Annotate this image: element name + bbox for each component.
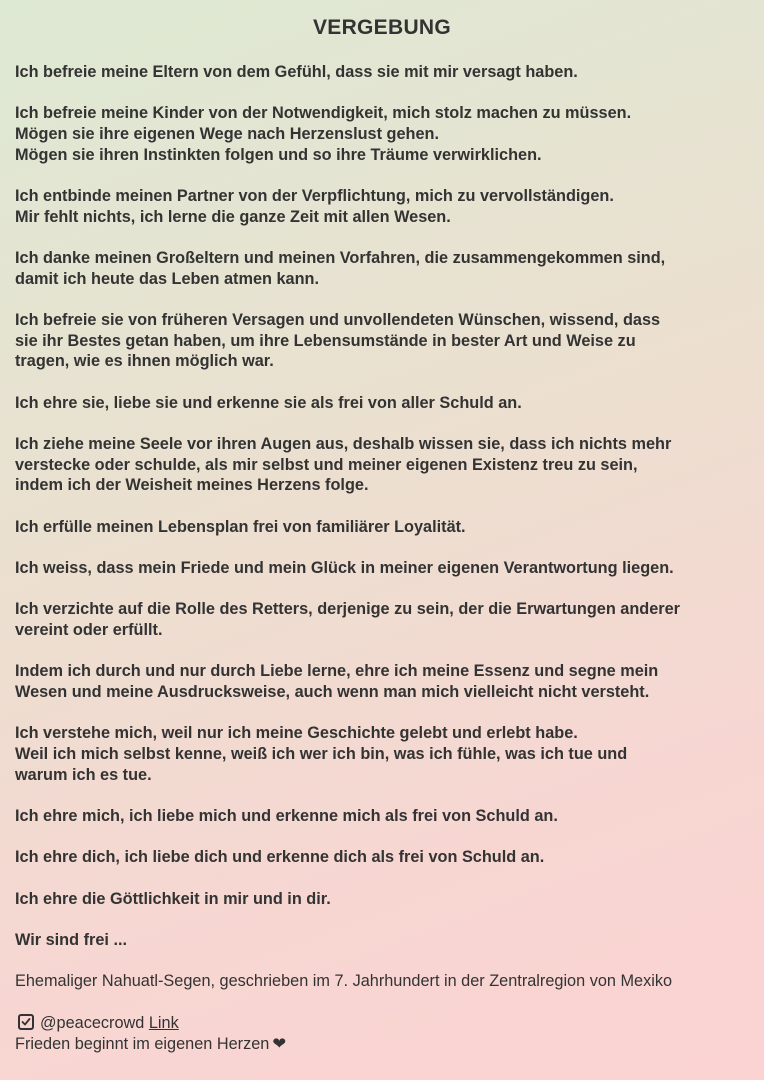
paragraph <box>15 248 755 289</box>
paragraph-line: warum ich es tue. <box>15 765 152 784</box>
paragraph <box>15 517 755 538</box>
source-attribution: Ehemaliger Nahuatl-Segen, geschrieben im 7. Jahrhundert in der Zentralregion von Mexiko <box>15 972 673 990</box>
paragraph <box>15 847 755 868</box>
paragraph <box>15 186 755 227</box>
paragraph-line: Ich ehre dich, ich liebe dich und erkenne dich als frei von Schuld an. <box>15 848 545 867</box>
footer <box>15 1013 286 1055</box>
paragraph-line: Ich ehre die Göttlichkeit in mir und in dir. <box>15 889 331 908</box>
footer-handle: @peacecrowd <box>40 1014 145 1032</box>
paragraph-line: tragen, wie es ihnen möglich war. <box>15 352 274 371</box>
footer-tagline: Frieden beginnt im eigenen Herzen <box>15 1035 270 1053</box>
paragraph <box>15 62 755 83</box>
footer-link[interactable]: Link <box>148 1014 179 1032</box>
footer-tagline-row <box>15 1034 286 1055</box>
paragraph <box>15 661 755 702</box>
paragraph <box>15 103 755 165</box>
paragraph <box>15 558 755 579</box>
paragraph-line: Ich befreie meine Kinder von der Notwendigkeit, mich stolz machen zu müssen. <box>15 104 632 123</box>
paragraph-line: Ich ziehe meine Seele vor ihren Augen aus, deshalb wissen sie, dass ich nichts mehr <box>15 435 672 453</box>
paragraph-line: Ich erfülle meinen Lebensplan frei von familiärer Loyalität. <box>15 517 466 536</box>
paragraph-line: sie ihr Bestes getan haben, um ihre Lebensumstände in bester Art und Weise zu <box>15 331 636 350</box>
paragraph <box>15 930 755 951</box>
paragraph-line: Ich weiss, dass mein Friede und mein Glück in meiner eigenen Verantwortung liegen. <box>15 559 674 577</box>
paragraph-line: Ich befreie meine Eltern von dem Gefühl, dass sie mit mir versagt haben. <box>15 63 578 81</box>
paragraph-line: Mögen sie ihre eigenen Wege nach Herzenslust gehen. <box>15 125 440 143</box>
heart-icon: ❤ <box>272 1035 286 1053</box>
paragraph-line: Ich verzichte auf die Rolle des Retters, derjenige zu sein, der die Erwartungen anderer <box>15 600 681 619</box>
paragraph <box>15 310 755 372</box>
paragraph-line: Weil ich mich selbst kenne, weiß ich wer ich bin, was ich fühle, was ich tue und <box>15 745 628 763</box>
paragraph <box>15 723 755 785</box>
page-title: VERGEBUNG <box>312 16 452 39</box>
checkbox-icon <box>18 1014 34 1030</box>
paragraph-line: Ich verstehe mich, weil nur ich meine Geschichte gelebt und erlebt habe. <box>15 724 578 743</box>
paragraph <box>15 434 755 496</box>
paragraph-line: Wir sind frei ... <box>15 930 128 949</box>
paragraph-line: Mögen sie ihren Instinkten folgen und so ihre Träume verwirklichen. <box>15 145 542 164</box>
paragraph <box>15 806 755 827</box>
paragraph-line: damit ich heute das Leben atmen kann. <box>15 269 319 288</box>
paragraph-line: Mir fehlt nichts, ich lerne die ganze Zeit mit allen Wesen. <box>15 207 451 226</box>
footer-handle-row <box>15 1013 286 1034</box>
paragraph-line: Ich ehre mich, ich liebe mich und erkenne mich als frei von Schuld an. <box>15 807 558 825</box>
paragraph-line: indem ich der Weisheit meines Herzens folge. <box>15 476 369 495</box>
paragraph <box>15 889 755 910</box>
paragraph-line: verstecke oder schulde, als mir selbst und meiner eigenen Existenz treu zu sein, <box>15 455 638 474</box>
paragraph-line: Indem ich durch und nur durch Liebe lerne, ehre ich meine Essenz und segne mein <box>15 662 659 681</box>
blessing-text <box>15 62 755 971</box>
paragraph-line: Ich entbinde meinen Partner von der Verpflichtung, mich zu vervollständigen. <box>15 187 614 205</box>
paragraph-line: Ich danke meinen Großeltern und meinen Vorfahren, die zusammengekommen sind, <box>15 249 666 267</box>
paragraph-line: vereint oder erfüllt. <box>15 621 163 639</box>
paragraph-line: Wesen und meine Ausdrucksweise, auch wenn man mich vielleicht nicht versteht. <box>15 683 650 701</box>
paragraph-line: Ich ehre sie, liebe sie und erkenne sie als frei von aller Schuld an. <box>15 393 522 412</box>
paragraph <box>15 599 755 640</box>
paragraph <box>15 393 755 414</box>
paragraph-line: Ich befreie sie von früheren Versagen und unvollendeten Wünschen, wissend, dass <box>15 311 661 329</box>
